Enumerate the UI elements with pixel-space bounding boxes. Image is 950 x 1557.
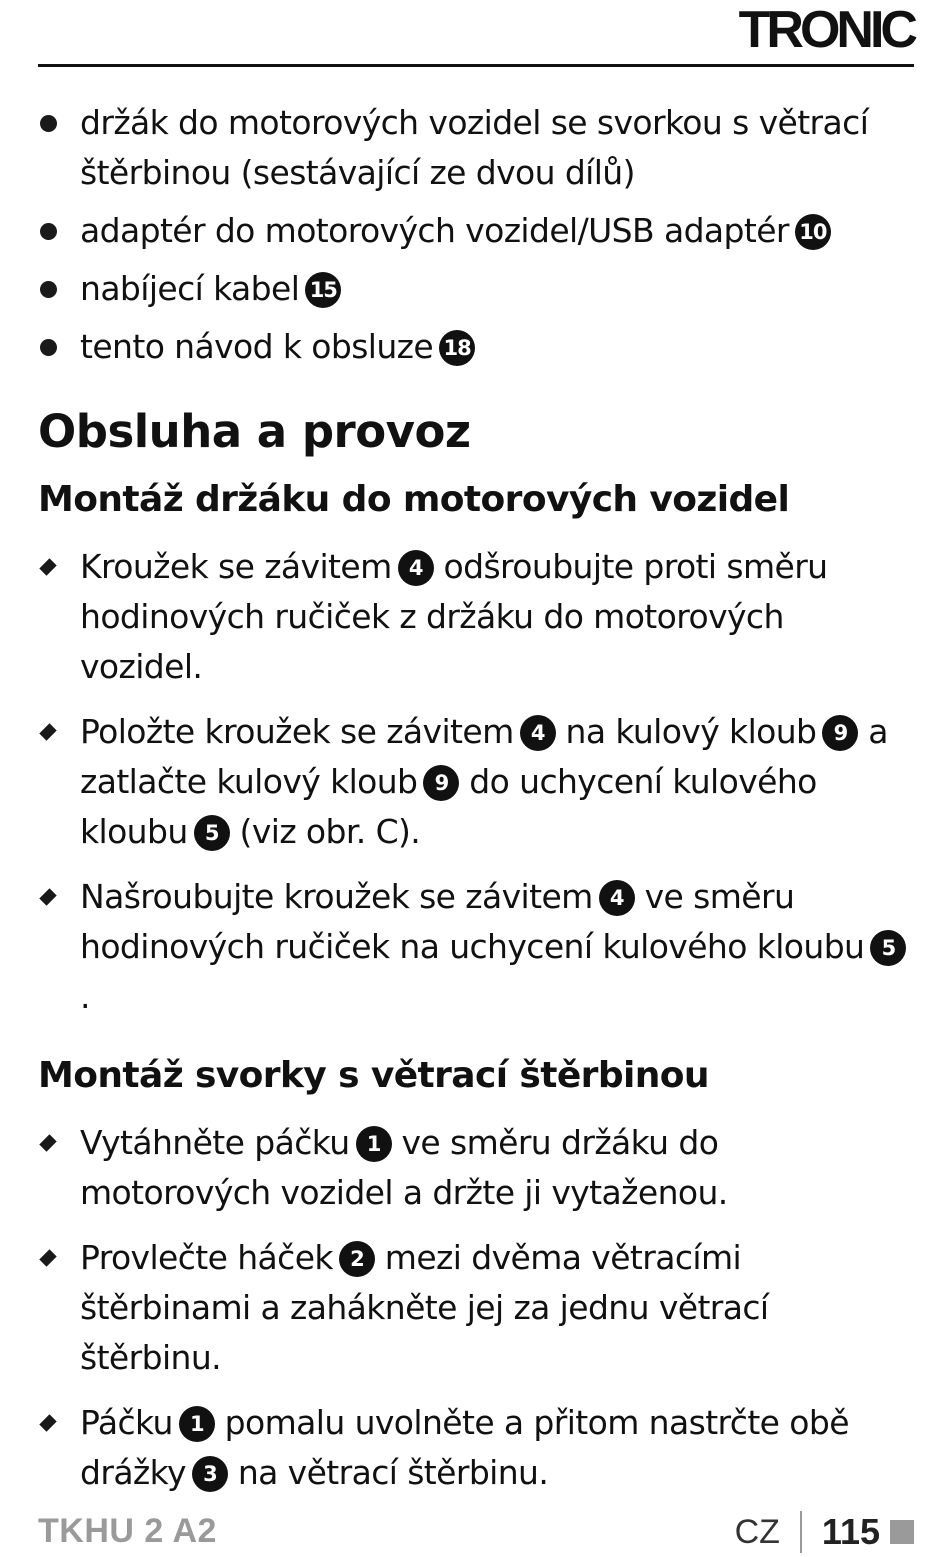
clip-steps-list [38,1118,910,1498]
package-item-text: tento návod k obsluze [80,327,434,366]
diamond-bullet-icon [39,558,56,575]
step-text: (viz obr. C). [229,812,421,851]
package-item-text: adaptér do motorových vozidel/USB adaptér [80,211,789,250]
step-text: Páčku [80,1403,173,1442]
package-contents-list [38,98,910,372]
reference-number-badge: 4 [398,550,434,586]
diamond-bullet-icon [39,1134,56,1151]
page-content [38,98,910,1513]
diamond-bullet-icon [39,888,56,905]
reference-number-badge: 15 [305,272,341,308]
holder-steps-list [38,542,910,1022]
reference-number-badge: 18 [439,330,475,366]
reference-number-badge: 5 [194,815,230,851]
package-item-text: nabíjecí kabel [80,269,300,308]
page-number: 115 [821,1511,880,1552]
step-text: . [80,977,90,1016]
reference-number-badge: 5 [870,930,906,966]
section-title: Obsluha a provoz [38,405,471,458]
step-text: do uchycení kulového kloubu [80,762,817,851]
reference-number-badge: 2 [339,1241,375,1277]
step-text: mezi dvěma větracími štěrbinami a zahákněte jej za jednu větrací štěrbinu. [80,1238,769,1377]
reference-number-badge: 9 [423,765,459,801]
bullet-dot-icon [40,223,57,240]
step-text: ve směru hodinových ručiček na uchycení kulového kloubu [80,877,865,966]
step-text: Kroužek se závitem [80,547,392,586]
footer-divider [800,1511,802,1553]
package-item [38,322,910,372]
bullet-dot-icon [40,339,57,356]
package-item [38,206,910,256]
step-text: Vytáhněte páčku [80,1123,350,1162]
instruction-step [38,707,910,857]
instruction-step [38,542,910,692]
package-item [38,264,910,314]
subsection-title-holder: Montáž držáku do motorových vozidel [38,479,790,520]
diamond-bullet-icon [39,723,56,740]
step-text: Položte kroužek se závitem [80,712,514,751]
step-text: na kulový kloub [555,712,817,751]
step-text: ve směru držáku do motorových vozidel a držte ji vytaženou. [80,1123,728,1212]
instruction-step [38,872,910,1022]
reference-number-badge: 4 [599,880,635,916]
package-item-text: držák do motorových vozidel se svorkou s větrací štěrbinou (sestávající ze dvou dílů) [80,103,869,192]
instruction-step [38,1398,910,1498]
reference-number-badge: 4 [520,715,556,751]
subsection-title-clip: Montáž svorky s větrací štěrbinou [38,1055,709,1096]
reference-number-badge: 1 [356,1126,392,1162]
step-text: Provlečte háček [80,1238,333,1277]
package-item [38,98,910,198]
reference-number-badge: 3 [192,1456,228,1492]
bullet-dot-icon [40,281,57,298]
brand-logo: TRONIC [738,1,914,59]
reference-number-badge: 9 [822,715,858,751]
step-text: pomalu uvolněte a přitom nastrčte obě drážky [80,1403,849,1492]
step-text: odšroubujte proti směru hodinových ručiček z držáku do motorových vozidel. [80,547,828,686]
instruction-step [38,1118,910,1218]
diamond-bullet-icon [39,1249,56,1266]
step-text: a zatlačte kulový kloub [80,712,888,801]
header-rule [38,64,914,67]
footer-language: CZ [734,1512,780,1551]
bullet-dot-icon [40,115,57,132]
instruction-step [38,1233,910,1383]
reference-number-badge: 1 [179,1406,215,1442]
step-text: na větrací štěrbinu. [227,1453,549,1492]
reference-number-badge: 10 [795,214,831,250]
diamond-bullet-icon [39,1414,56,1431]
step-text: Našroubujte kroužek se závitem [80,877,593,916]
footer-model: TKHU 2 A2 [38,1512,217,1550]
footer-page-info [735,1508,914,1556]
page-marker-square [890,1520,914,1544]
